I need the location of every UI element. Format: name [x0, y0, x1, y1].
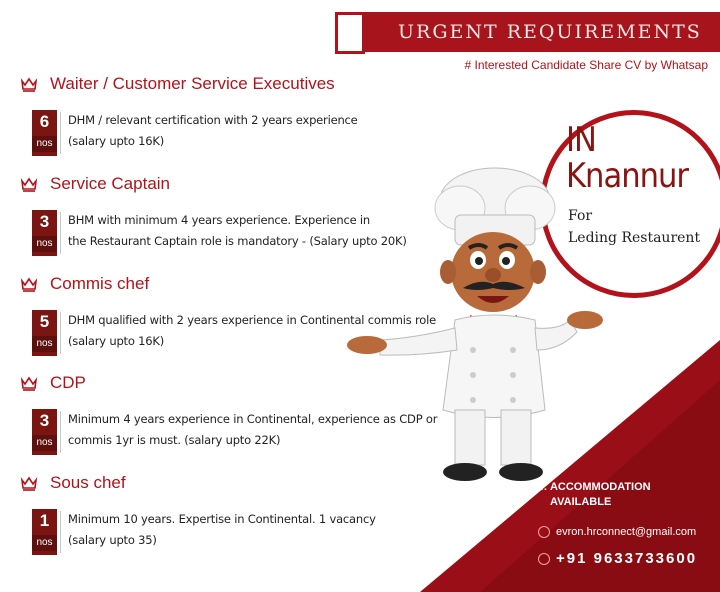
job-title: Sous chef [50, 473, 126, 492]
vacancy-count: 3 nos [32, 409, 57, 455]
chef-illustration [345, 160, 610, 490]
accommodation-note: :: ACCOMMODATION AVAILABLE [540, 481, 651, 508]
email-text: evron.hrconnect@gmail.com [556, 526, 697, 538]
job-description: Minimum 4 years experience in Continental, experience as CDP or commis 1yr is must. (salary upto 22K) [68, 412, 438, 447]
banner-title: URGENT REQUIREMENTS [362, 12, 720, 52]
vacancy-count: 3 nos [32, 210, 57, 256]
vacancy-count: 1 nos [32, 509, 57, 555]
email-contact[interactable] [538, 526, 696, 538]
job-waiter [20, 72, 460, 158]
job-description: BHM with minimum 4 years experience. Experience in the Restaurant Captain role is mandatory - (Salary upto 20K) [68, 213, 407, 248]
badge-restaurant-name: Leding Restaurent [568, 230, 701, 246]
job-description: DHM / relevant certification with 2 years experience (salary upto 16K) [68, 113, 358, 148]
phone-icon [538, 553, 550, 565]
job-description: Minimum 10 years. Expertise in Continental. 1 vacancy (salary upto 35) [68, 512, 376, 547]
email-icon [538, 526, 550, 538]
phone-text: +91 9633733600 [556, 550, 698, 567]
vacancy-count: 6 nos [32, 110, 57, 156]
crown-icon [20, 275, 38, 293]
job-title: Commis chef [50, 274, 150, 293]
job-title: CDP [50, 373, 86, 392]
banner-subtitle: # Interested Candidate Share CV by Whatsap [464, 58, 708, 72]
job-title: Waiter / Customer Service Executives [50, 74, 335, 93]
banner-outline [335, 12, 365, 54]
crown-icon [20, 175, 38, 193]
crown-icon [20, 75, 38, 93]
phone-contact[interactable] [538, 550, 697, 567]
job-title: Service Captain [50, 174, 171, 193]
job-description: DHM qualified with 2 years experience in Continental commis role (salary upto 16K) [68, 313, 436, 348]
crown-icon [20, 474, 38, 492]
badge-location: IN Knannur [566, 120, 688, 196]
crown-icon [20, 374, 38, 392]
badge-for: For [568, 208, 593, 224]
vacancy-count: 5 nos [32, 310, 57, 356]
